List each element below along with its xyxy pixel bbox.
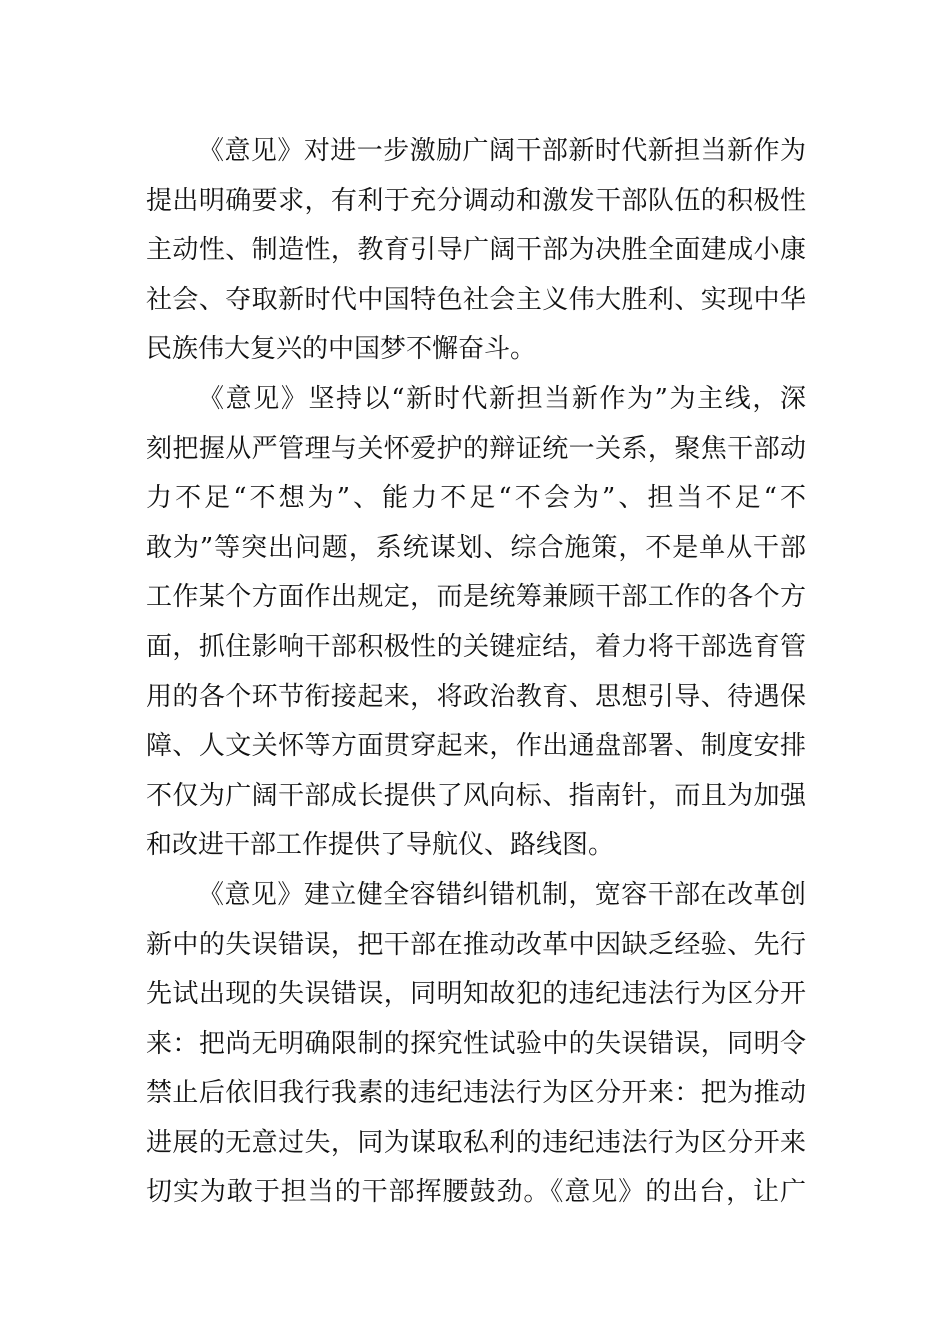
- paragraph-1-line-1: 《意见》对进一步激励广阔干部新时代新担当新作为: [198, 136, 806, 166]
- paragraph-2-line-6: 面，抓住影响干部积极性的关键症结，着力将干部选育管: [146, 631, 806, 662]
- paragraph-2-line-3: 力不足“不想为”、能力不足“不会为”、担当不足“不: [146, 483, 806, 514]
- paragraph-3-line-2: 新中的失误错误，把干部在推动改革中因缺乏经验、先行: [146, 929, 806, 960]
- paragraph-1-line-3: 主动性、制造性，教育引导广阔干部为决胜全面建成小康: [146, 235, 806, 266]
- paragraph-2-line-7: 用的各个环节衔接起来，将政治教育、思想引导、待遇保: [146, 681, 806, 712]
- paragraph-2-line-2: 刻把握从严管理与关怀爱护的辩证统一关系，聚焦干部动: [146, 433, 806, 464]
- body-text: [146, 127, 806, 1218]
- paragraph-3-line-5: 禁止后依旧我行我素的违纪违法行为区分开来：把为推动: [146, 1078, 806, 1109]
- paragraph-3-line-3: 先试出现的失误错误，同明知故犯的违纪违法行为区分开: [146, 979, 806, 1010]
- paragraph-2-line-5: 工作某个方面作出规定，而是统筹兼顾干部工作的各个方: [146, 582, 806, 613]
- paragraph-1-line-5: 民族伟大复兴的中国梦不懈奋斗。: [146, 334, 537, 365]
- paragraph-2-line-1: 《意见》坚持以“新时代新担当新作为”为主线，深: [198, 383, 806, 414]
- paragraph-1-line-2: 提出明确要求，有利于充分调动和激发干部队伍的积极性: [146, 185, 806, 216]
- paragraph-3-line-7: 切实为敢于担当的干部挥腰鼓劲。《意见》的出台，让广: [146, 1177, 806, 1208]
- paragraph-2-line-10: 和改进干部工作提供了导航仪、路线图。: [146, 830, 615, 861]
- paragraph-3-line-6: 进展的无意过失，同为谋取私利的违纪违法行为区分开来: [146, 1127, 806, 1158]
- paragraph-2-line-9: 不仅为广阔干部成长提供了风向标、指南针，而且为加强: [146, 780, 806, 811]
- paragraph-3-line-1: 《意见》建立健全容错纠错机制，宽容干部在改革创: [198, 879, 806, 910]
- paragraph-2-line-4: 敢为”等突出问题，系统谋划、综合施策，不是单从干部: [146, 532, 806, 563]
- paragraph-1-line-4: 社会、夺取新时代中国特色社会主义伟大胜利、实现中华: [146, 284, 806, 315]
- paragraph-3-line-4: 来：把尚无明确限制的探究性试验中的失误错误，同明令: [146, 1028, 806, 1059]
- paragraph-2-line-8: 障、人文关怀等方面贯穿起来，作出通盘部署、制度安排: [146, 731, 806, 762]
